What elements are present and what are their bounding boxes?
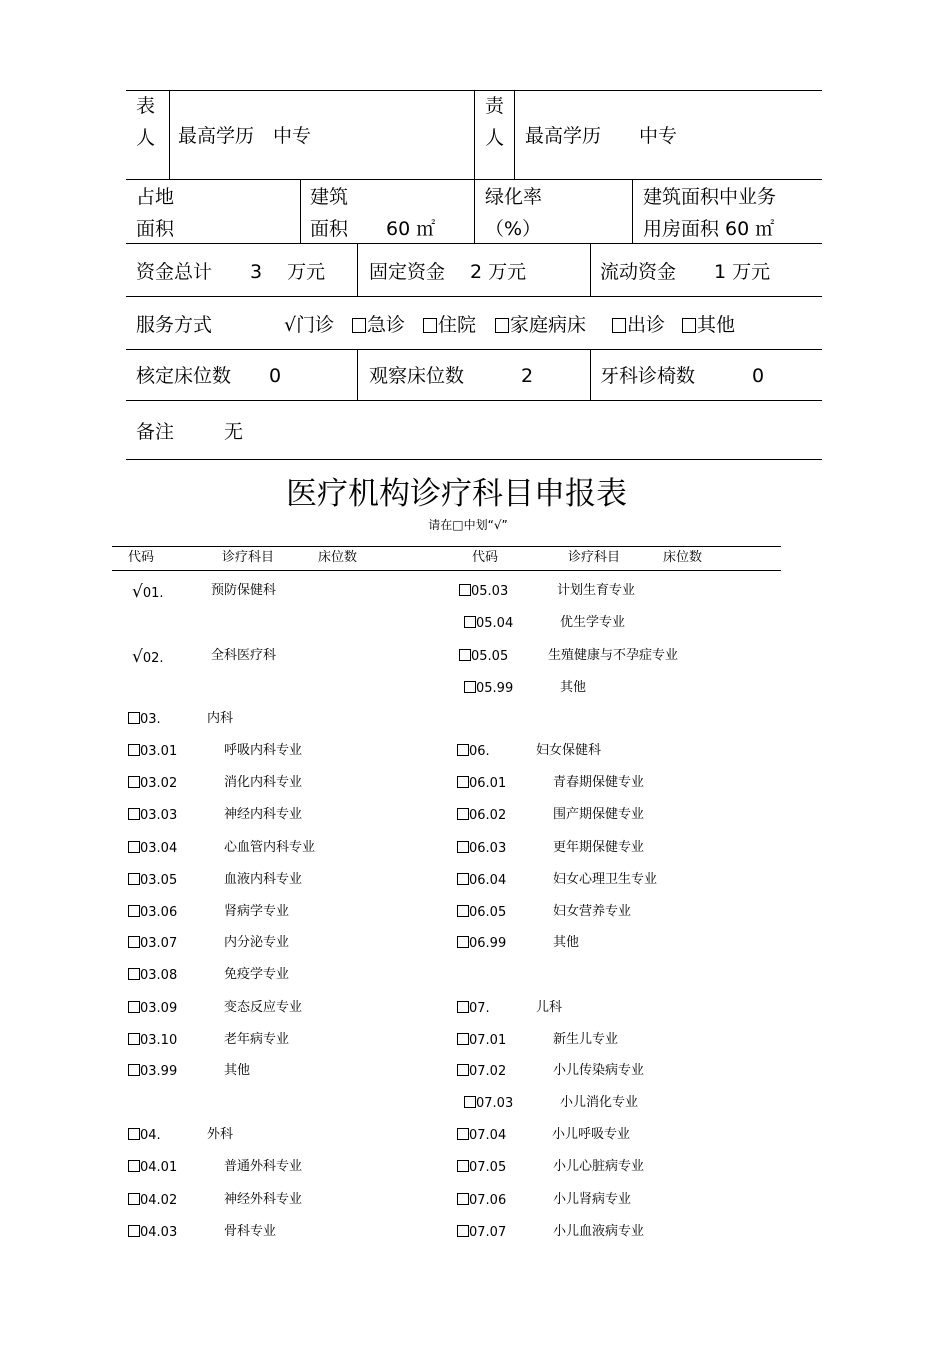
subject-code[interactable] [457, 776, 506, 790]
subject-code[interactable] [128, 841, 177, 855]
service-option-house-call[interactable] [612, 316, 665, 335]
cell-text: 责 [485, 95, 505, 117]
observation-beds: 观察床位数 2 [369, 365, 534, 387]
subject-code[interactable] [457, 841, 506, 855]
code-text: 07.04 [469, 1128, 507, 1143]
table-line [514, 90, 515, 179]
checkbox-icon[interactable] [352, 318, 366, 333]
subject-name: 其他 [553, 935, 580, 950]
subject-code[interactable] [128, 712, 161, 726]
subject-code[interactable] [128, 1001, 177, 1015]
subject-code[interactable] [128, 905, 177, 919]
code-text: 03.08 [140, 968, 178, 983]
header-rule [112, 546, 781, 547]
checkbox-icon[interactable] [128, 1064, 140, 1076]
subject-name: 小儿血液病专业 [553, 1224, 645, 1239]
subject-code[interactable] [128, 1225, 177, 1239]
code-text: 03.03 [140, 808, 178, 823]
code-text: 07.03 [476, 1096, 514, 1111]
col-header-subject: 诊疗科目 [222, 550, 275, 565]
option-label: 家庭病床 [510, 314, 587, 336]
checkbox-icon[interactable] [457, 1160, 469, 1172]
subject-name: 普通外科专业 [224, 1159, 303, 1174]
subject-name: 内科 [207, 711, 234, 726]
subject-code[interactable] [128, 808, 177, 822]
code-text: 06.02 [469, 808, 507, 823]
subject-code[interactable] [128, 1128, 161, 1142]
col-header-code: 代码 [128, 550, 155, 565]
table-line [474, 90, 475, 179]
service-option-outpatient[interactable]: √门诊 [284, 314, 335, 336]
code-text: 03. [140, 712, 161, 727]
subject-name: 小儿消化专业 [560, 1095, 639, 1110]
checkbox-icon[interactable] [128, 1160, 140, 1172]
subject-name: 小儿呼吸专业 [552, 1127, 631, 1142]
checkbox-icon[interactable] [457, 905, 469, 917]
subject-name: 妇女心理卫生专业 [553, 872, 658, 887]
checkbox-icon[interactable] [128, 936, 140, 948]
header-rule [112, 570, 781, 571]
code-text: 07.05 [469, 1160, 507, 1175]
subject-code[interactable] [128, 968, 177, 982]
subject-name: 消化内科专业 [224, 775, 303, 790]
subject-code[interactable] [128, 1193, 177, 1207]
green-rate-unit: （%） [485, 218, 542, 240]
subject-name: 小儿心脏病专业 [553, 1159, 645, 1174]
table-line [126, 296, 822, 297]
checkbox-icon[interactable] [128, 873, 140, 885]
subject-name: 儿科 [536, 1000, 563, 1015]
subject-code[interactable] [457, 1033, 506, 1047]
col-header-beds: 床位数 [663, 550, 703, 565]
code-text: 03.09 [140, 1001, 178, 1016]
code-text: 04.03 [140, 1225, 178, 1240]
checkbox-icon[interactable] [128, 712, 140, 724]
cell-text: 表 [136, 95, 156, 117]
table-line [126, 349, 822, 350]
table-line [169, 90, 170, 179]
subject-name: 免疫学专业 [224, 967, 290, 982]
subject-name: 妇女营养专业 [553, 904, 632, 919]
code-text: 01. [142, 586, 164, 601]
code-text: 03.10 [140, 1033, 178, 1048]
table-line [126, 400, 822, 401]
checkbox-icon[interactable] [128, 905, 140, 917]
table-line [300, 179, 301, 243]
checkbox-icon[interactable] [128, 1193, 140, 1205]
education-field: 最高学历 中专 [178, 125, 312, 147]
subject-name: 预防保健科 [211, 583, 277, 598]
option-label: 其他 [697, 314, 736, 336]
code-text: 02. [142, 651, 164, 666]
checkbox-icon[interactable] [464, 1096, 476, 1108]
subject-name: 骨科专业 [224, 1224, 277, 1239]
total-funds: 资金总计 3 万元 [136, 261, 326, 283]
subject-code[interactable] [128, 744, 177, 758]
subject-code[interactable] [457, 1160, 506, 1174]
code-text: 05.99 [476, 681, 514, 696]
subject-code[interactable] [128, 873, 177, 887]
table-line [357, 243, 358, 296]
remarks-value: 无 [224, 421, 244, 443]
checkbox-icon[interactable] [457, 1001, 469, 1013]
subject-code[interactable] [457, 808, 506, 822]
code-text: 03.02 [140, 776, 178, 791]
table-line [126, 243, 822, 244]
subject-code[interactable] [128, 936, 177, 950]
code-text: 06.01 [469, 776, 507, 791]
checkbox-icon[interactable] [457, 1064, 469, 1076]
checkbox-icon[interactable] [464, 681, 476, 693]
subject-code[interactable] [128, 1160, 177, 1174]
subject-name: 更年期保健专业 [553, 840, 645, 855]
subject-code[interactable] [132, 649, 164, 666]
cell-text: 人 [485, 127, 505, 149]
code-text: 03.99 [140, 1064, 178, 1079]
service-mode-label: 服务方式 [136, 314, 213, 336]
checkbox-icon[interactable] [682, 318, 696, 333]
table-line [126, 459, 822, 460]
checkbox-icon[interactable] [457, 776, 469, 788]
code-text: 04.01 [140, 1160, 178, 1175]
subject-name: 生殖健康与不孕症专业 [548, 648, 679, 663]
business-area-value: 用房面积 60 ㎡ [643, 218, 775, 240]
subject-name: 变态反应专业 [224, 1000, 303, 1015]
code-text: 04.02 [140, 1193, 178, 1208]
subject-code[interactable] [132, 584, 164, 601]
subject-name: 其他 [560, 680, 587, 695]
code-text: 05.03 [471, 584, 509, 599]
cell-text: 人 [136, 127, 156, 149]
instruction-text: 请在□中划“√” [428, 518, 508, 532]
subject-code[interactable] [457, 1128, 506, 1142]
checkmark-icon[interactable]: √ [132, 647, 143, 667]
subject-code[interactable] [457, 905, 506, 919]
subject-code[interactable] [457, 873, 506, 887]
subject-code[interactable] [128, 776, 177, 790]
fixed-funds: 固定资金 2 万元 [369, 261, 527, 283]
checkbox-icon[interactable] [464, 616, 476, 628]
subject-code[interactable] [459, 649, 508, 663]
service-option-other[interactable] [682, 316, 735, 335]
subject-name: 小儿肾病专业 [553, 1192, 632, 1207]
building-area-label: 建筑 [310, 186, 349, 208]
checkbox-icon[interactable] [457, 744, 469, 756]
service-option-emergency[interactable] [352, 316, 405, 335]
col-header-code: 代码 [472, 550, 499, 565]
subject-code[interactable] [457, 1064, 506, 1078]
subject-name: 优生学专业 [560, 615, 626, 630]
code-text: 06.05 [469, 905, 507, 920]
subject-name: 神经外科专业 [224, 1192, 303, 1207]
checkbox-icon[interactable] [128, 1225, 140, 1237]
subject-name: 心血管内科专业 [224, 840, 316, 855]
table-line [590, 349, 591, 400]
subject-name: 内分泌专业 [224, 935, 290, 950]
checkbox-icon[interactable] [128, 808, 140, 820]
checkbox-icon[interactable] [459, 649, 471, 661]
checkbox-icon[interactable] [457, 873, 469, 885]
subject-name: 呼吸内科专业 [224, 743, 303, 758]
code-text: 06.04 [469, 873, 507, 888]
table-line [357, 349, 358, 400]
code-text: 03.04 [140, 841, 178, 856]
col-header-subject: 诊疗科目 [568, 550, 621, 565]
subject-code[interactable] [457, 1001, 490, 1015]
subject-name: 神经内科专业 [224, 807, 303, 822]
subject-code[interactable] [464, 681, 513, 695]
subject-name: 血液内科专业 [224, 872, 303, 887]
approved-beds: 核定床位数 0 [136, 365, 282, 387]
subject-name: 全科医疗科 [211, 648, 277, 663]
checkbox-icon[interactable] [128, 776, 140, 788]
checkbox-icon[interactable] [457, 936, 469, 948]
working-funds: 流动资金 1 万元 [600, 261, 771, 283]
code-text: 07.02 [469, 1064, 507, 1079]
subject-code[interactable] [128, 1033, 177, 1047]
education-field: 最高学历 中专 [525, 125, 678, 147]
checkbox-icon[interactable] [128, 1001, 140, 1013]
checkbox-icon[interactable] [457, 1033, 469, 1045]
subject-code[interactable] [457, 1225, 506, 1239]
green-rate-label: 绿化率 [485, 186, 543, 208]
code-text: 05.05 [471, 649, 509, 664]
code-text: 03.01 [140, 744, 178, 759]
checkbox-icon[interactable] [457, 1225, 469, 1237]
checkbox-icon[interactable] [128, 1033, 140, 1045]
subject-name: 新生儿专业 [553, 1032, 619, 1047]
checkbox-icon[interactable] [128, 1128, 140, 1140]
remarks-label: 备注 [136, 421, 175, 443]
checkmark-icon[interactable]: √ [132, 582, 143, 602]
checkbox-icon[interactable] [457, 841, 469, 853]
code-text: 07.07 [469, 1225, 507, 1240]
service-option-home-bed[interactable] [495, 316, 586, 335]
service-option-inpatient[interactable] [423, 316, 476, 335]
subject-code[interactable] [464, 616, 513, 630]
checkbox-icon[interactable] [128, 968, 140, 980]
code-text: 03.06 [140, 905, 178, 920]
land-area-label: 面积 [136, 218, 175, 240]
checkbox-icon[interactable] [457, 808, 469, 820]
code-text: 07.01 [469, 1033, 507, 1048]
subject-name: 计划生育专业 [557, 583, 636, 598]
code-text: 06. [469, 744, 490, 759]
code-text: 07.06 [469, 1193, 507, 1208]
code-text: 04. [140, 1128, 161, 1143]
subject-name: 妇女保健科 [536, 743, 602, 758]
option-label: 急诊 [367, 314, 406, 336]
subject-code[interactable] [459, 584, 508, 598]
checkbox-icon[interactable] [128, 744, 140, 756]
subject-name: 其他 [224, 1063, 251, 1078]
subject-name: 外科 [207, 1127, 234, 1142]
code-text: 06.99 [469, 936, 507, 951]
dental-chairs: 牙科诊椅数 0 [600, 365, 765, 387]
subject-name: 老年病专业 [224, 1032, 290, 1047]
option-label: 住院 [438, 314, 477, 336]
code-text: 06.03 [469, 841, 507, 856]
checkbox-icon[interactable] [459, 584, 471, 596]
land-area-label: 占地 [136, 186, 175, 208]
subject-code[interactable] [457, 936, 506, 950]
subject-code[interactable] [457, 1193, 506, 1207]
col-header-beds: 床位数 [318, 550, 358, 565]
building-area-value: 面积 60 ㎡ [310, 218, 436, 240]
subject-code[interactable] [457, 744, 490, 758]
subject-name: 青春期保健专业 [553, 775, 645, 790]
business-area-label: 建筑面积中业务 [643, 186, 777, 208]
table-line [590, 243, 591, 296]
subject-name: 肾病学专业 [224, 904, 290, 919]
code-text: 03.05 [140, 873, 178, 888]
checkbox-icon[interactable] [457, 1128, 469, 1140]
code-text: 07. [469, 1001, 490, 1016]
checkbox-icon[interactable] [612, 318, 626, 333]
table-line [632, 179, 633, 243]
subject-name: 小儿传染病专业 [553, 1063, 645, 1078]
checkbox-icon[interactable] [423, 318, 437, 333]
page-title: 医疗机构诊疗科目申报表 [286, 476, 627, 512]
subject-code[interactable] [464, 1096, 513, 1110]
subject-code[interactable] [128, 1064, 177, 1078]
option-label: 出诊 [627, 314, 666, 336]
code-text: 03.07 [140, 936, 178, 951]
code-text: 05.04 [476, 616, 514, 631]
checkbox-icon[interactable] [457, 1193, 469, 1205]
checkbox-icon[interactable] [495, 318, 509, 333]
checkbox-icon[interactable] [128, 841, 140, 853]
table-line [474, 179, 475, 243]
subject-name: 围产期保健专业 [553, 807, 645, 822]
